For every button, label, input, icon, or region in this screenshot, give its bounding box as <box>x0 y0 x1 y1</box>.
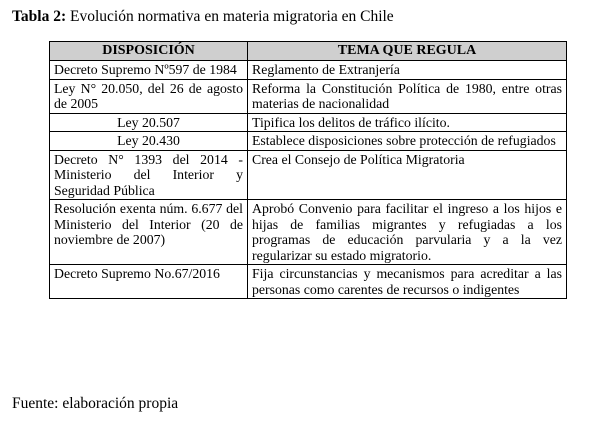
table-caption <box>12 7 394 27</box>
cell-tema: Reforma la Constitución Política de 1980, entre otras materias de nacionalidad <box>248 79 567 113</box>
regulation-table <box>49 41 567 299</box>
table-row <box>50 79 567 113</box>
cell-tema: Fija circunstancias y mecanismos para acreditar a las personas como carentes de recursos o indigentes <box>248 265 567 299</box>
cell-disposicion: Decreto N° 1393 del 2014 - Ministerio del Interior y Seguridad Pública <box>50 150 248 200</box>
table-row <box>50 200 567 265</box>
cell-disposicion: Decreto Supremo No.67/2016 <box>50 265 248 299</box>
cell-tema: Reglamento de Extranjería <box>248 61 567 80</box>
header-disposicion: DISPOSICIÓN <box>50 42 248 61</box>
table-row <box>50 150 567 200</box>
table-row <box>50 61 567 80</box>
table-caption-label: Tabla 2: <box>12 8 67 25</box>
cell-tema: Establece disposiciones sobre protección de refugiados <box>248 132 567 151</box>
table-header-row <box>50 42 567 61</box>
table-caption-text: Evolución normativa en materia migratoria en Chile <box>66 8 394 25</box>
cell-disposicion: Ley 20.507 <box>50 113 248 132</box>
cell-disposicion: Ley N° 20.050, del 26 de agosto de 2005 <box>50 79 248 113</box>
cell-tema: Tipifica los delitos de tráfico ilícito. <box>248 113 567 132</box>
cell-disposicion: Decreto Supremo Nº597 de 1984 <box>50 61 248 80</box>
cell-disposicion: Ley 20.430 <box>50 132 248 151</box>
table-row <box>50 132 567 151</box>
cell-tema: Aprobó Convenio para facilitar el ingreso a los hijos e hijas de familias migrantes y refugiadas a los programas de educación parvularia y a la vez regularizar su estado migratorio. <box>248 200 567 265</box>
table-row <box>50 265 567 299</box>
table-source-note: Fuente: elaboración propia <box>12 395 179 412</box>
header-tema: TEMA QUE REGULA <box>248 42 567 61</box>
cell-disposicion: Resolución exenta núm. 6.677 del Ministerio del Interior (20 de noviembre de 2007) <box>50 200 248 265</box>
cell-tema: Crea el Consejo de Política Migratoria <box>248 150 567 200</box>
table-row <box>50 113 567 132</box>
